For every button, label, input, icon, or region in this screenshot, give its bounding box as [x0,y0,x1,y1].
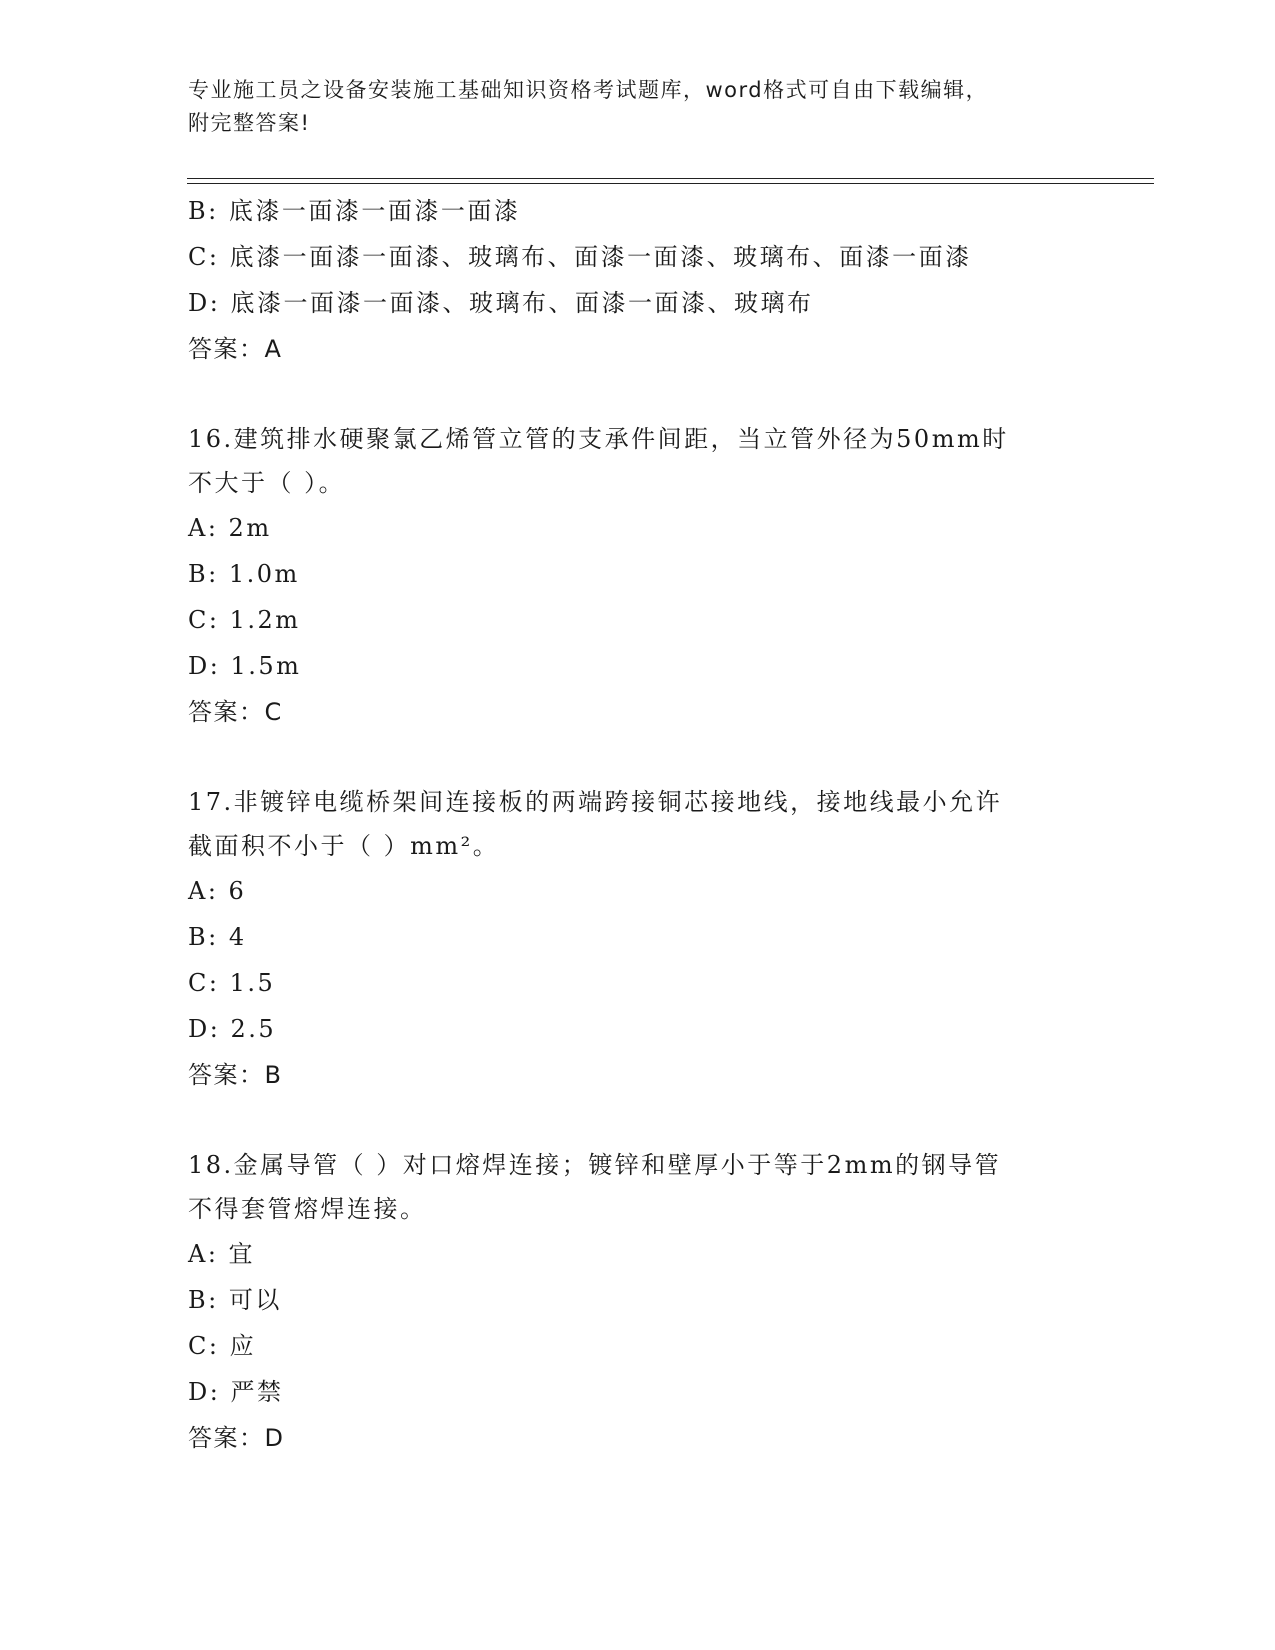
answer-line: 答案：C [188,698,283,726]
question-18 [188,1143,1088,1461]
question-stem: 16.建筑排水硬聚氯乙烯管立管的支承件间距，当立管外径为50mm时 [188,425,1009,453]
option-d: D: 严禁 [188,1378,284,1406]
question-stem-cont: 不得套管熔焊连接。 [188,1195,427,1223]
header-line-2: 附完整答案! [188,111,311,135]
answer-line: 答案：D [188,1424,285,1452]
option-d: D: 2.5 [188,1015,277,1043]
option-a: A: 宜 [188,1240,256,1268]
option-b: B: 4 [188,923,247,951]
option-c: C: 底漆一面漆一面漆、玻璃布、面漆一面漆、玻璃布、面漆一面漆 [188,243,972,271]
document-header [188,74,1088,140]
question-stem-cont: 截面积不小于（ ）mm²。 [188,832,500,860]
option-c: C: 1.5 [188,969,276,997]
option-d: D: 底漆一面漆一面漆、玻璃布、面漆一面漆、玻璃布 [188,289,814,317]
header-line-1: 专业施工员之设备安装施工基础知识资格考试题库，word格式可自由下载编辑， [188,78,989,102]
header-divider-bottom [187,183,1154,184]
option-b: B: 1.0m [188,560,300,588]
option-b: B: 底漆一面漆一面漆一面漆 [188,197,521,225]
question-list [188,188,1088,1461]
answer-line: 答案：A [188,335,283,363]
previous-question [188,188,1088,372]
option-c: C: 应 [188,1332,257,1360]
question-stem-cont: 不大于（ ）。 [188,469,346,497]
option-a: A: 2m [188,514,272,542]
header-divider-top [187,178,1154,179]
question-17 [188,780,1088,1098]
option-d: D: 1.5m [188,652,302,680]
question-stem: 17.非镀锌电缆桥架间连接板的两端跨接铜芯接地线，接地线最小允许 [188,788,1003,816]
question-16 [188,417,1088,735]
option-a: A: 6 [188,877,247,905]
option-b: B: 可以 [188,1286,282,1314]
option-c: C: 1.2m [188,606,301,634]
answer-line: 答案：B [188,1061,283,1089]
question-stem: 18.金属导管（ ）对口熔焊连接；镀锌和壁厚小于等于2mm的钢导管 [188,1151,1002,1179]
